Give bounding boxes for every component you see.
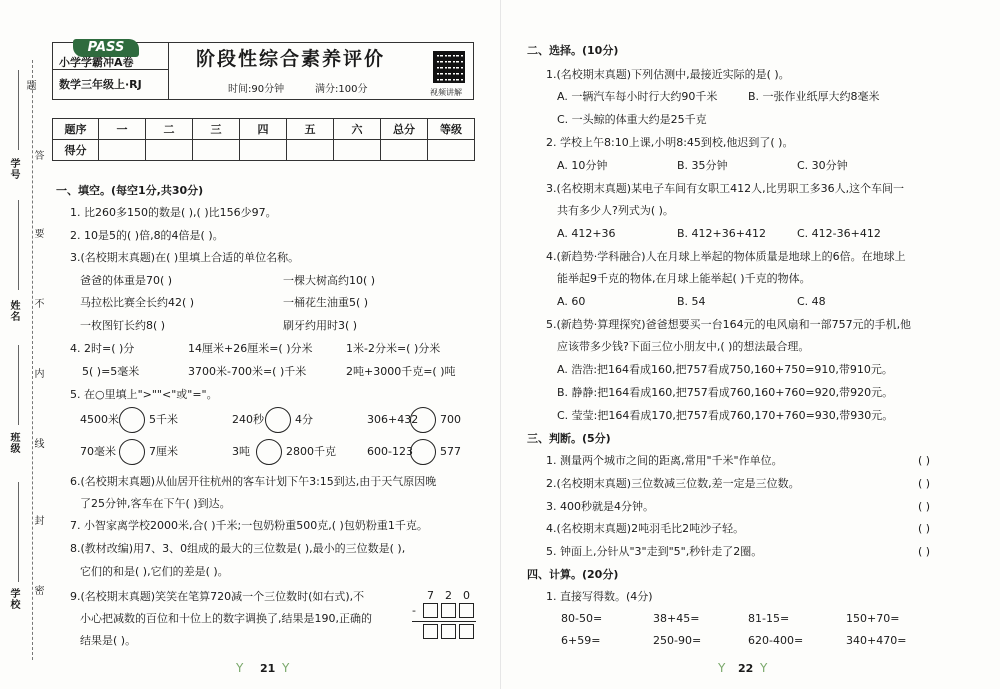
student-id-label: 学号: [8, 158, 19, 180]
question-4b: 14厘米+26厘米=( )分米: [188, 342, 313, 355]
score-cell[interactable]: [240, 140, 287, 161]
school-field[interactable]: [18, 482, 19, 582]
minuend-digit: 2: [445, 589, 452, 602]
judge-2: 2.(名校期末真题)三位数减三位数,差一定是三位数。: [546, 477, 800, 490]
compare-circle[interactable]: [119, 407, 145, 433]
choice-3-line1: 3.(名校期末真题)某电子车间有女职工412人,比男职工多36人,这个车间一: [546, 182, 905, 195]
cut-word: 密: [32, 585, 43, 596]
answer-paren[interactable]: ( ): [918, 477, 931, 490]
compare-circle[interactable]: [256, 439, 282, 465]
choice-1: 1.(名校期末真题)下列估测中,最接近实际的是( )。: [546, 68, 790, 81]
digit-box[interactable]: [459, 624, 474, 639]
compare-left: 600-123: [367, 445, 413, 458]
calc-instruction: 1. 直接写得数。(4分): [546, 590, 653, 603]
table-cell: 题序: [53, 119, 99, 140]
score-cell[interactable]: [146, 140, 193, 161]
table-row: [53, 119, 475, 140]
question-3d: 一桶花生油重5( ): [283, 296, 369, 309]
calc-item: 620-400=: [748, 634, 804, 647]
question-2: 2. 10是5的( )倍,8的4倍是( )。: [70, 229, 224, 242]
question-3c: 马拉松比赛全长约42( ): [80, 296, 195, 309]
choice-3b[interactable]: B. 412+36+412: [677, 227, 766, 240]
choice-4a[interactable]: A. 60: [557, 295, 586, 308]
table-cell: 二: [146, 119, 193, 140]
minuend-digit: 7: [427, 589, 434, 602]
choice-3-line2: 共有多少人?列式为( )。: [557, 204, 674, 217]
compare-circle[interactable]: [265, 407, 291, 433]
question-3b: 一棵大树高约10( ): [283, 274, 376, 287]
choice-3a[interactable]: A. 412+36: [557, 227, 616, 240]
score-cell[interactable]: [428, 140, 475, 161]
name-label: 姓名: [8, 300, 19, 322]
compare-left: 3吨: [232, 445, 250, 458]
judge-1: 1. 测量两个城市之间的距离,常用"千米"作单位。: [546, 454, 783, 467]
calc-item: 38+45=: [653, 612, 700, 625]
question-9-line2: 小心把减数的百位和十位上的数字调换了,结果是190,正确的: [80, 612, 372, 625]
choice-5c[interactable]: C. 莹莹:把164看成170,把757看成760,170+760=930,带930元。: [557, 409, 894, 422]
choice-2c[interactable]: C. 30分钟: [797, 159, 848, 172]
digit-box[interactable]: [441, 624, 456, 639]
answer-paren[interactable]: ( ): [918, 522, 931, 535]
calc-item: 80-50=: [561, 612, 603, 625]
time-limit: 时间:90分钟: [228, 84, 285, 95]
compare-right: 5千米: [149, 413, 178, 426]
cut-word: 不: [32, 298, 43, 309]
exam-header: [52, 42, 474, 100]
question-3: 3.(名校期末真题)在( )里填上合适的单位名称。: [70, 251, 300, 264]
sprout-icon: Y: [718, 661, 726, 675]
calc-item: 150+70=: [846, 612, 900, 625]
choice-4-line2: 能举起9千克的物体,在月球上能举起( )千克的物体。: [557, 272, 811, 285]
table-cell: 四: [240, 119, 287, 140]
score-cell[interactable]: [334, 140, 381, 161]
judge-3: 3. 400秒就是4分钟。: [546, 500, 654, 513]
cut-word: 要: [32, 228, 43, 239]
choice-5-line1: 5.(新趋势·算理探究)爸爸想要买一台164元的电风扇和一部757元的手机,他: [546, 318, 912, 331]
sprout-icon: Y: [760, 661, 768, 675]
digit-box[interactable]: [423, 603, 438, 618]
question-9-line1: 9.(名校期末真题)笑笑在笔算720减一个三位数时(如右式),不: [70, 590, 365, 603]
series-name: 小学学霸冲A卷: [59, 56, 134, 69]
question-9-line3: 结果是( )。: [80, 634, 137, 647]
question-8-line1: 8.(教材改编)用7、3、0组成的最大的三位数是( ),最小的三位数是( ),: [70, 542, 406, 555]
choice-2: 2. 学校上午8:10上课,小明8:45到校,他迟到了( )。: [546, 136, 794, 149]
answer-paren[interactable]: ( ): [918, 454, 931, 467]
calc-item: 6+59=: [561, 634, 601, 647]
question-4f: 2吨+3000千克=( )吨: [346, 365, 456, 378]
cut-word: 封: [32, 515, 43, 526]
score-cell[interactable]: [193, 140, 240, 161]
judge-4: 4.(名校期末真题)2吨羽毛比2吨沙子轻。: [546, 522, 745, 535]
section-title-judge: 三、判断。(5分): [527, 432, 611, 445]
minuend-digit: 0: [463, 589, 470, 602]
cut-word: 线: [32, 438, 43, 449]
sprout-icon: Y: [236, 661, 244, 675]
choice-1c[interactable]: C. 一头鲸的体重大约是25千克: [557, 113, 707, 126]
school-label: 学校: [8, 588, 19, 610]
choice-2a[interactable]: A. 10分钟: [557, 159, 608, 172]
question-4d: 5( )=5毫米: [82, 365, 140, 378]
choice-4c[interactable]: C. 48: [797, 295, 826, 308]
divider: [53, 69, 168, 70]
question-8-line2: 它们的和是( ),它们的差是( )。: [80, 565, 229, 578]
compare-circle[interactable]: [410, 407, 436, 433]
question-4a: 4. 2时=( )分: [70, 342, 135, 355]
question-6-line1: 6.(名校期末真题)从仙居开往杭州的客车计划下午3:15到达,由于天气原因晚: [70, 475, 437, 488]
calc-item: 250-90=: [653, 634, 702, 647]
table-cell: 五: [287, 119, 334, 140]
compare-left: 4500米: [80, 413, 119, 426]
choice-5b[interactable]: B. 静静:把164看成160,把757看成760,160+760=920,带920元。: [557, 386, 894, 399]
section-title-calc: 四、计算。(20分): [527, 568, 619, 581]
pass-logo: PASS: [73, 39, 139, 57]
grade-label: 数学三年级上·RJ: [59, 78, 142, 91]
compare-right: 4分: [295, 413, 313, 426]
qr-caption: 视频讲解: [430, 88, 462, 97]
question-4c: 1米-2分米=( )分米: [346, 342, 441, 355]
digit-box[interactable]: [459, 603, 474, 618]
page-number: 22: [738, 662, 754, 675]
divider: [168, 43, 169, 99]
class-label: 班级: [8, 432, 19, 454]
choice-5a[interactable]: A. 浩浩:把164看成160,把757看成750,160+750=910,带910元。: [557, 363, 893, 376]
compare-left: 240秒: [232, 413, 264, 426]
question-6-line2: 了25分钟,客车在下午( )到达。: [80, 497, 231, 510]
full-score: 满分:100分: [315, 84, 368, 95]
judge-5: 5. 钟面上,分针从"3"走到"5",秒针走了2圈。: [546, 545, 763, 558]
digit-box[interactable]: [441, 603, 456, 618]
question-5: 5. 在○里填上">""<"或"="。: [70, 388, 218, 401]
choice-4-line1: 4.(新趋势·学科融合)人在月球上举起的物体质量是地球上的6倍。在地球上: [546, 250, 906, 263]
answer-paren[interactable]: ( ): [918, 545, 931, 558]
compare-circle[interactable]: [410, 439, 436, 465]
table-cell: 一: [99, 119, 146, 140]
choice-5-line2: 应该带多少钱?下面三位小朋友中,( )的想法最合理。: [557, 340, 810, 353]
question-3e: 一枚图钉长约8( ): [80, 319, 166, 332]
compare-left: 306+432: [367, 413, 419, 426]
compare-circle[interactable]: [119, 439, 145, 465]
section-title-choice: 二、选择。(10分): [527, 44, 619, 57]
table-cell: 总分: [381, 119, 428, 140]
minus-sign: -: [412, 604, 416, 617]
question-3f: 刷牙约用时3( ): [283, 319, 358, 332]
table-cell: 等级: [428, 119, 475, 140]
compare-right: 577: [440, 445, 461, 458]
calc-item: 340+470=: [846, 634, 907, 647]
choice-1b[interactable]: B. 一张作业纸厚大约8毫米: [748, 90, 880, 103]
choice-3c[interactable]: C. 412-36+412: [797, 227, 881, 240]
score-cell[interactable]: [381, 140, 428, 161]
class-field[interactable]: [18, 345, 19, 425]
compare-right: 700: [440, 413, 461, 426]
choice-4b[interactable]: B. 54: [677, 295, 706, 308]
choice-2b[interactable]: B. 35分钟: [677, 159, 728, 172]
table-row: [53, 140, 475, 161]
name-field[interactable]: [18, 200, 19, 290]
cut-word: 内: [32, 368, 43, 379]
table-cell: 三: [193, 119, 240, 140]
question-3a: 爸爸的体重是70( ): [80, 274, 173, 287]
table-cell: 六: [334, 119, 381, 140]
qr-code-icon[interactable]: [433, 51, 465, 83]
section-title-fill-in: 一、填空。(每空1分,共30分): [56, 184, 204, 197]
answer-paren[interactable]: ( ): [918, 500, 931, 513]
compare-right: 7厘米: [149, 445, 178, 458]
compare-left: 70毫米: [80, 445, 116, 458]
cut-word: 答: [32, 150, 43, 161]
page-gutter: [500, 0, 501, 689]
table-cell: 得分: [53, 140, 99, 161]
exam-title: 阶段性综合素养评价: [196, 48, 386, 70]
score-cell[interactable]: [287, 140, 334, 161]
question-4e: 3700米-700米=( )千米: [188, 365, 307, 378]
student-id-field[interactable]: [18, 70, 19, 150]
cut-word: 题: [24, 80, 35, 91]
question-7: 7. 小智家离学校2000米,合( )千米;一包奶粉重500克,( )包奶粉重1千克。: [70, 519, 428, 532]
sprout-icon: Y: [282, 661, 290, 675]
page-number: 21: [260, 662, 276, 675]
compare-right: 2800千克: [286, 445, 336, 458]
subtraction-rule: [412, 621, 476, 622]
question-1: 1. 比260多150的数是( ),( )比156少97。: [70, 206, 277, 219]
choice-1a[interactable]: A. 一辆汽车每小时行大约90千米: [557, 90, 718, 103]
score-table: [52, 118, 475, 161]
score-cell[interactable]: [99, 140, 146, 161]
calc-item: 81-15=: [748, 612, 790, 625]
digit-box[interactable]: [423, 624, 438, 639]
